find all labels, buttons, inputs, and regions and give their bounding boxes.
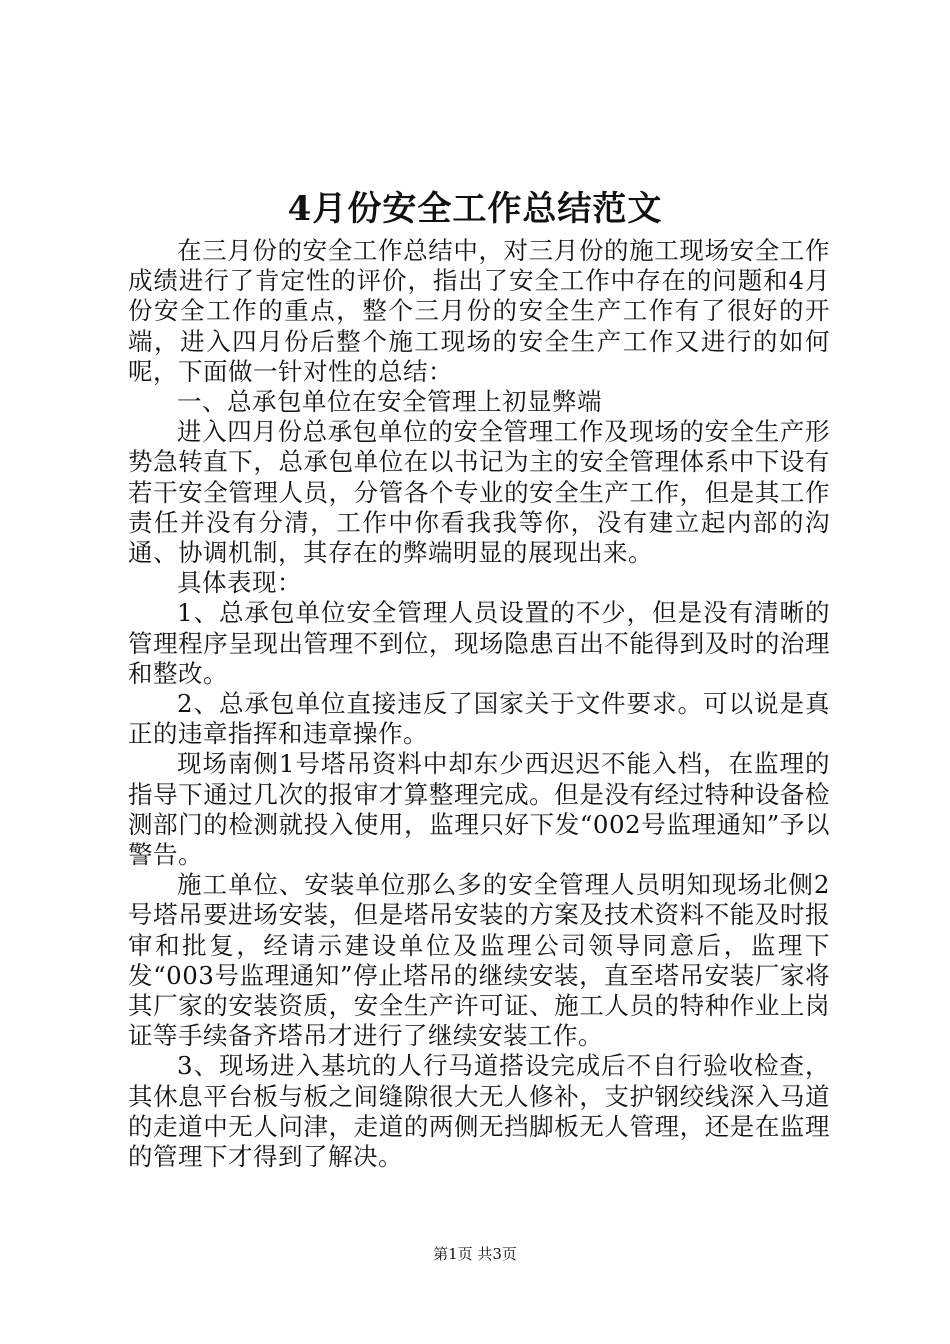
document-title: 4月份安全工作总结范文: [287, 189, 663, 229]
list-item-2: 2、总承包单位直接违反了国家关于文件要求。可以说是真正的违章指挥和违章操作。: [128, 689, 830, 749]
paragraph-section-1: 进入四月份总承包单位的安全管理工作及现场的安全生产形势急转直下，总承包单位在以书记为主的安全管理体系中下设有若干安全管理人员，分管各个专业的安全生产工作，但是其工作责任并没有分清，工作中你看我我等你，没有建立起内部的沟通、协调机制，其存在的弊端明显的展现出来。: [128, 417, 830, 568]
paragraph-crane-2: 施工单位、安装单位那么多的安全管理人员明知现场北侧2号塔吊要进场安装，但是塔吊安装的方案及技术资料不能及时报审和批复，经请示建设单位及监理公司领导同意后，监理下发“003号监理通知”停止塔吊的继续安装，直至塔吊安装厂家将其厂家的安装资质，安全生产许可证、施工人员的特种作业上岗证等手续备齐塔吊才进行了继续安装工作。: [128, 870, 830, 1051]
document-body: [128, 236, 830, 1172]
paragraph-specifics-label: 具体表现：: [177, 568, 302, 598]
paragraph-crane-1: 现场南侧1号塔吊资料中却东少西迟迟不能入档，在监理的指导下通过几次的报审才算整理完成。但是没有经过特种设备检测部门的检测就投入使用，监理只好下发“002号监理通知”予以警告。: [128, 749, 830, 870]
section-heading-1: 一、总承包单位在安全管理上初显弊端: [177, 387, 602, 417]
list-item-3: 3、现场进入基坑的人行马道搭设完成后不自行验收检查，其休息平台板与板之间缝隙很大无人修补，支护钢绞线深入马道的走道中无人问津，走道的两侧无挡脚板无人管理，还是在监理的管理下才得到了解决。: [128, 1051, 830, 1172]
list-item-1: 1、总承包单位安全管理人员设置的不少，但是没有清晰的管理程序呈现出管理不到位，现场隐患百出不能得到及时的治理和整改。: [128, 598, 830, 688]
paragraph-intro: 在三月份的安全工作总结中，对三月份的施工现场安全工作成绩进行了肯定性的评价，指出了安全工作中存在的问题和4月份安全工作的重点，整个三月份的安全生产工作有了很好的开端，进入四月份后整个施工现场的安全生产工作又进行的如何呢，下面做一针对性的总结：: [128, 236, 830, 386]
page-footer: 第1页 共3页: [433, 1245, 517, 1263]
